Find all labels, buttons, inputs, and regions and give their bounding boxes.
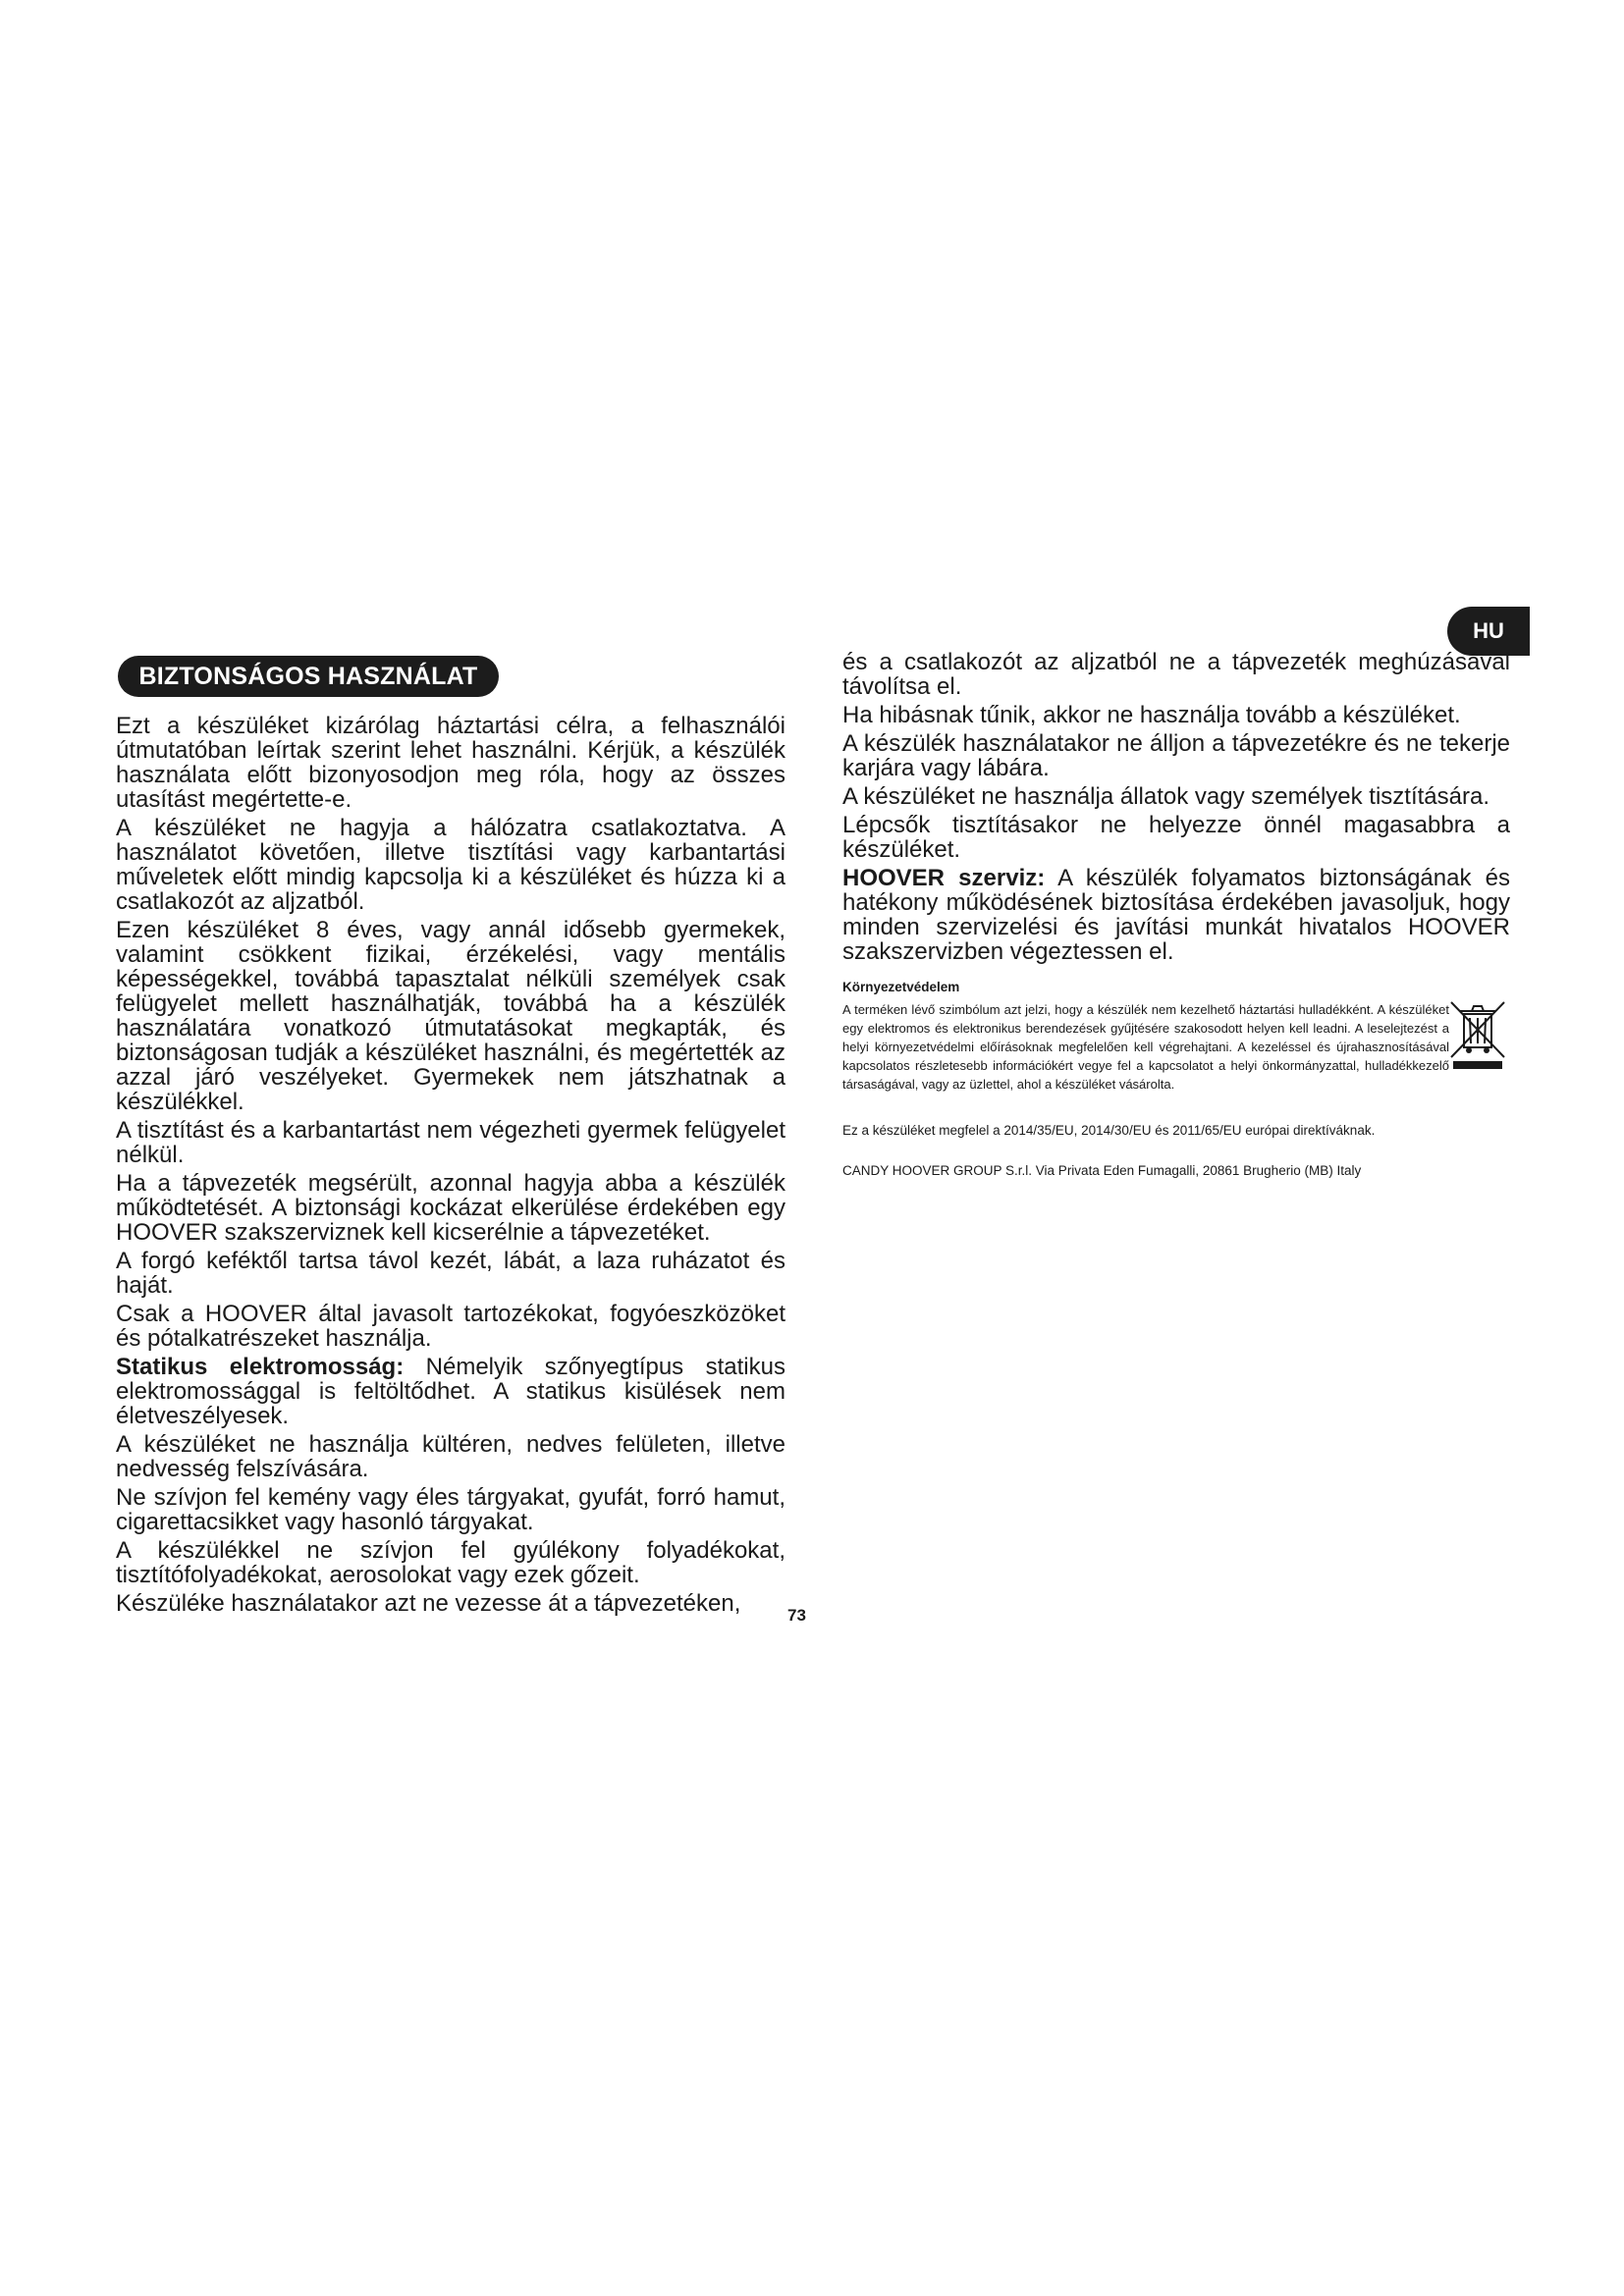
service-text: A készülék folyamatos biztonságának és hatékony működésének biztosítása érdekében javasoljuk, hogy minden szervizelési és javítási munkát hivatalos HOOVER szakszervizben végeztessen el. <box>842 865 1510 965</box>
paragraph-hard-objects: Ne szívjon fel kemény vagy éles tárgyakat, gyufát, forró hamut, cigarettacsikket vagy hasonló tárgyakat. <box>116 1484 785 1535</box>
paragraph-brushes: A forgó keféktől tartsa távol kezét, lábát, a laza ruházatot és haját. <box>116 1248 785 1299</box>
paragraph-static <box>116 1355 785 1428</box>
service-label: HOOVER szerviz: <box>842 865 1046 891</box>
paragraph-outdoor: A készüléket ne használja kültéren, nedves felületen, illetve nedvesség felszívására. <box>116 1431 785 1482</box>
environment-text: A terméken lévő szimbólum azt jelzi, hogy a készülék nem kezelhető háztartási hulladékként. A készüléket egy elektromos és elektronikus berendezések gyűjtésére szakosodott helyen kell leadni. A leselejtezést a helyi környezetvédelmi előírásoknak megfelelően kell végrehajtani. A kezeléssel és újrahasznosításával kapcsolatos részletesebb információkért vegye fel a kapcsolatot a helyi önkormányzattal, hulladékkezelő társaságával, vagy az üzlettel, ahol a készüléket vásárolta. <box>842 1002 1449 1092</box>
left-column <box>116 714 785 1620</box>
right-column <box>842 650 1510 1178</box>
paragraph-plug-removal: és a csatlakozót az aljzatból ne a tápvezeték meghúzásával távolítsa el. <box>842 649 1510 700</box>
paragraph-flammable: A készülékkel ne szívjon fel gyúlékony folyadékokat, tisztítófolyadékokat, aerosolokat vagy ezek gőzeit. <box>116 1537 785 1588</box>
weee-crossed-bin-icon <box>1447 1000 1508 1071</box>
paragraph-accessories: Csak a HOOVER által javasolt tartozékokat, fogyóeszközöket és pótalkatrészeket használja. <box>116 1301 785 1352</box>
manufacturer-address: CANDY HOOVER GROUP S.r.l. Via Privata Eden Fumagalli, 20861 Brugherio (MB) Italy <box>842 1163 1362 1178</box>
language-badge: HU <box>1447 607 1530 656</box>
paragraph-damaged-cord: Ha a tápvezeték megsérült, azonnal hagyja abba a készülék működtetését. A biztonsági kockázat elkerülése érdekében egy HOOVER szakszerviznek kell kicserélnie a tápvezetéket. <box>116 1170 785 1246</box>
paragraph-animals: A készüléket ne használja állatok vagy személyek tisztítására. <box>842 783 1489 810</box>
page-number: 73 <box>787 1606 806 1625</box>
environment-title: Környezetvédelem <box>842 980 960 994</box>
section-title: BIZTONSÁGOS HASZNÁLAT <box>118 656 499 697</box>
compliance-statement: Ez a készüléket megfelel a 2014/35/EU, 2014/30/EU és 2011/65/EU európai direktíváknak. <box>842 1123 1376 1138</box>
static-text: Némelyik szőnyegtípus statikus elektromossággal is feltöltődhet. A statikus kisülések nem életveszélyesek. <box>116 1354 785 1429</box>
paragraph-stand-on-cord: A készülék használatakor ne álljon a tápvezetékre és ne tekerje karjára vagy lábára. <box>842 730 1510 781</box>
paragraph-cord-crossing: Készüléke használatakor azt ne vezesse át a tápvezetéken, <box>116 1590 741 1617</box>
paragraph-service <box>842 866 1510 964</box>
paragraph-stairs: Lépcsők tisztításakor ne helyezze önnél magasabbra a készüléket. <box>842 812 1510 863</box>
environment-block <box>842 1000 1510 1094</box>
paragraph-faulty: Ha hibásnak tűnik, akkor ne használja tovább a készüléket. <box>842 702 1461 728</box>
paragraph-children: Ezen készüléket 8 éves, vagy annál idősebb gyermekek, valamint csökkent fizikai, érzékelési, vagy mentális képességekkel, továbbá tapasztalat nélküli személyek csak felügyelet mellett használhatják, továbbá ha a készülék használatára vonatkozó útmutatásokat megkapták, és biztonságosan tudják a készüléket használni, és megértették az azzal járó veszélyeket. Gyermekek nem játszhatnak a készülékkel. <box>116 917 785 1115</box>
static-label: Statikus elektromosság: <box>116 1354 405 1380</box>
paragraph-cleaning-supervision: A tisztítást és a karbantartást nem végezheti gyermek felügyelet nélkül. <box>116 1117 785 1168</box>
paragraph-intended-use: Ezt a készüléket kizárólag háztartási célra, a felhasználói útmutatóban leírtak szerint lehet használni. Kérjük, a készülék használata előtt bizonyosodjon meg róla, hogy az összes utasítást megértette-e. <box>116 713 785 813</box>
paragraph-unplug: A készüléket ne hagyja a hálózatra csatlakoztatva. A használatot követően, illetve tisztítási vagy karbantartási műveletek előtt mindig kapcsolja ki a készüléket és húzza ki a csatlakozót az aljzatból. <box>116 815 785 915</box>
